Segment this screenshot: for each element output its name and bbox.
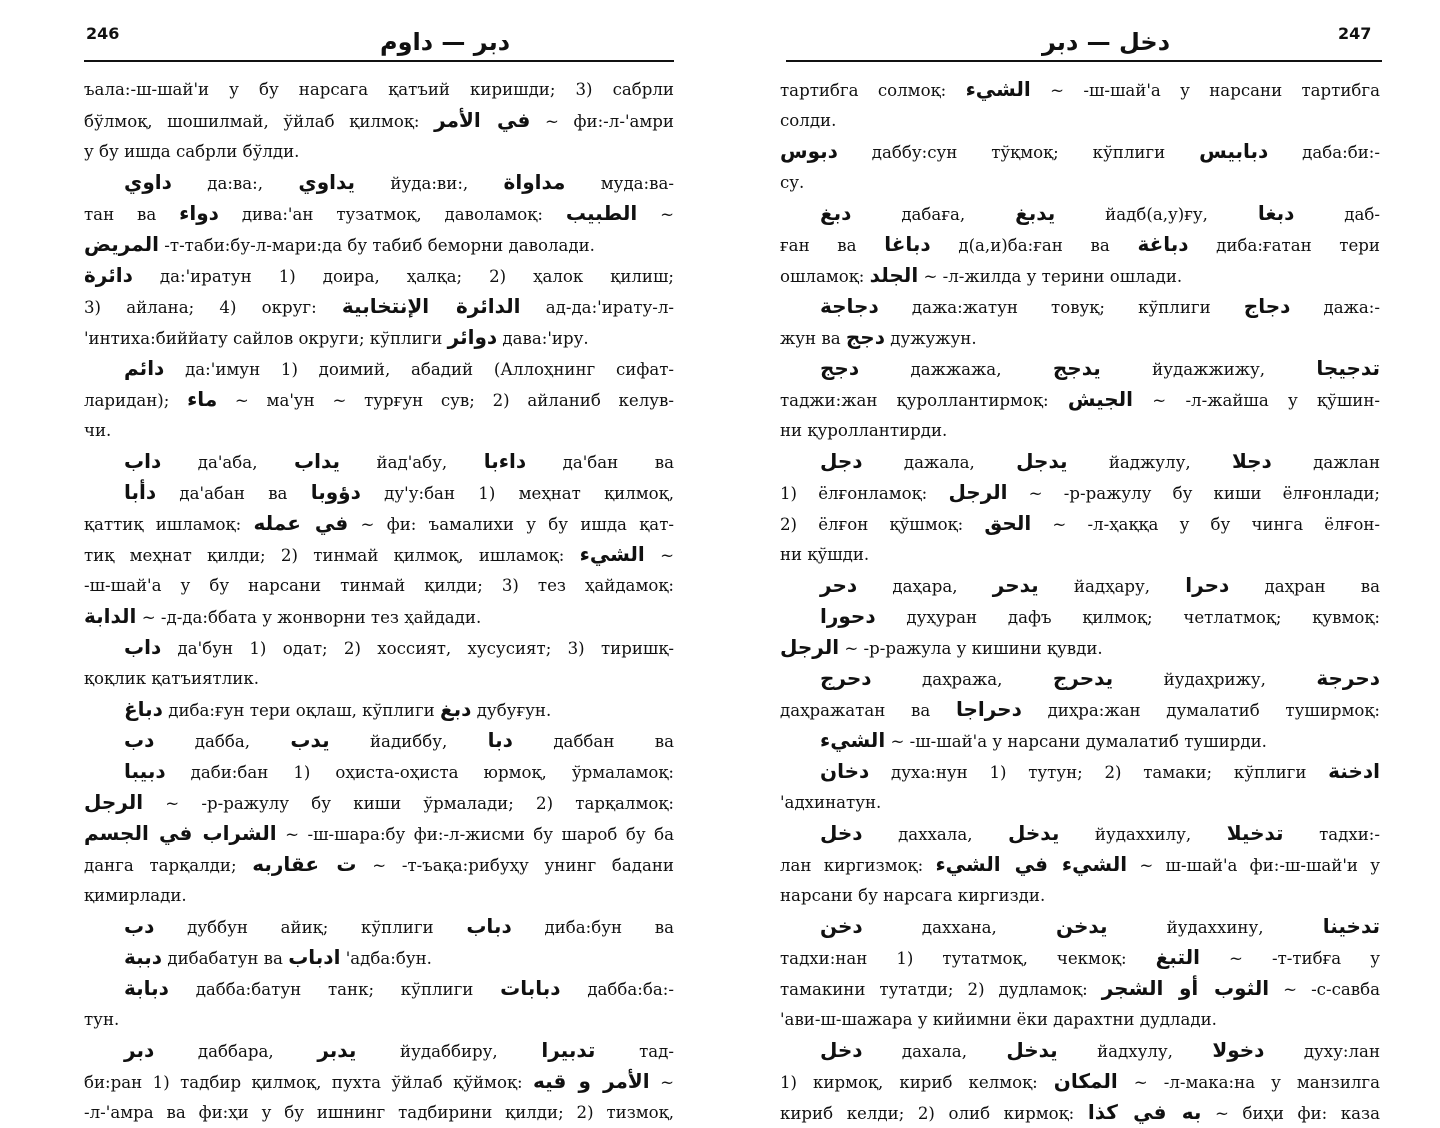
- arabic-word: دحورا: [820, 604, 876, 628]
- arabic-word: يدبر: [317, 1038, 357, 1062]
- left-page: [0, 0, 720, 1122]
- arabic-word: دائرة: [84, 263, 133, 287]
- running-head: دبر — داوم: [380, 28, 511, 56]
- arabic-word: في عمله: [253, 511, 349, 535]
- arabic-word: دجل: [820, 449, 863, 473]
- text-line: чи.: [84, 421, 112, 440]
- arabic-word: الطبيب: [565, 201, 638, 225]
- arabic-word: داب: [124, 449, 162, 473]
- text-line: 1) кирмоқ, кириб келмоқ: المكان ~ -л-мака:на у манзилга: [780, 1069, 1380, 1093]
- arabic-word: ادخنة: [1328, 759, 1380, 783]
- header-rule: [84, 60, 674, 62]
- text-line: دبغ дабаға, يدبغ йадб(а,у)ғу, دبغا даб-: [820, 201, 1380, 225]
- text-line: тун.: [84, 1010, 120, 1029]
- arabic-word: دخن: [820, 914, 863, 938]
- arabic-word: ماء: [187, 387, 218, 411]
- arabic-word: داوي: [124, 170, 172, 194]
- text-line: 2) ёлғон қўшмоқ: الحق ~ -л-ҳаққа у бу чинга ёлғон-: [780, 511, 1380, 535]
- arabic-word: دخولا: [1212, 1038, 1265, 1062]
- text-line: دبابة дабба:батун танк; кўплиги دبابات дабба:ба:-: [124, 976, 674, 1000]
- arabic-word: دبوس: [780, 139, 838, 163]
- page-number: 246: [86, 24, 120, 43]
- header-rule: [786, 60, 1382, 62]
- text-line: тамакини тутатди; 2) дудламоқ: الثوب أو الشجر ~ -с-савба: [780, 976, 1380, 1000]
- arabic-word: الحق: [984, 511, 1032, 535]
- arabic-word: دحرجة: [1316, 666, 1380, 690]
- text-line: тадхи:нан 1) тутатмоқ, чекмоқ: التبغ ~ -т-тибға у: [780, 945, 1380, 969]
- arabic-word: يدحرج: [1052, 666, 1114, 690]
- arabic-word: الجلد: [869, 263, 919, 287]
- right-page: [720, 0, 1440, 1124]
- text-line: ни қуроллантирди.: [780, 421, 948, 440]
- text-line: دباغ диба:ғун тери оқлаш, кўплиги دبغ дубуғун.: [124, 697, 552, 721]
- arabic-word: دباغ: [124, 697, 163, 721]
- text-line: دب дуббун айиқ; кўплиги دباب диба:бун ва: [124, 914, 674, 938]
- text-line: دبوس даббу:сун тўқмоқ; кўплиги دبابيس даба:би:-: [780, 139, 1380, 163]
- arabic-word: التبغ: [1155, 945, 1200, 969]
- text-line: داوي да:ва:, يداوي йуда:ви:, مداواة муда:ва-: [124, 170, 674, 194]
- arabic-word: دبابات: [500, 976, 561, 1000]
- arabic-word: الرجل: [780, 635, 840, 659]
- dictionary-column: [84, 74, 674, 1128]
- text-line: الدابة ~ -д-да:ббата у жонворни тез ҳайдади.: [84, 604, 482, 628]
- text-line: тан ва دواء дива:'ан тузатмоқ, даволамоқ: الطبيب ~: [84, 201, 674, 225]
- arabic-word: دبغ: [440, 697, 472, 721]
- text-line: 1) ёлғонламоқ: الرجل ~ -р-ражулу бу киши ёлғонлади;: [780, 480, 1380, 504]
- text-line: دحرج даҳража, يدحرج йудаҳрижу, دحرجة: [820, 666, 1380, 690]
- arabic-word: دجلا: [1231, 449, 1272, 473]
- arabic-word: دببة: [124, 945, 163, 969]
- arabic-word: الدابة: [84, 604, 137, 628]
- arabic-word: الشراب في الجسم: [84, 821, 277, 845]
- arabic-word: تدخيلا: [1226, 821, 1284, 845]
- arabic-word: دأبا: [124, 480, 157, 504]
- arabic-word: يدخل: [1006, 1038, 1058, 1062]
- text-line: الشيء ~ -ш-шай'а у нарсани думалатиб туширди.: [820, 728, 1267, 752]
- arabic-word: داب: [124, 635, 162, 659]
- text-line: солди.: [780, 111, 837, 130]
- arabic-word: دباب: [466, 914, 512, 938]
- arabic-word: مداواة: [503, 170, 566, 194]
- arabic-word: دجج: [820, 356, 860, 380]
- text-line: тиқ меҳнат қилди; 2) тинмай қилмоқ, ишламоқ: الشيء ~: [84, 542, 674, 566]
- page-number: 247: [1338, 24, 1372, 43]
- text-line: данга тарқалди; ت عقاربه ~ -т-ъақа:рибуҳу унинг бадани: [84, 852, 674, 876]
- arabic-word: دواء: [179, 201, 219, 225]
- arabic-word: يدبغ: [1015, 201, 1056, 225]
- arabic-word: دحرج: [820, 666, 872, 690]
- arabic-word: تدبيرا: [541, 1038, 596, 1062]
- text-line: المريض -т-таби:бу-л-мари:да бу табиб беморни даволади.: [84, 232, 595, 256]
- arabic-word: دخل: [820, 821, 863, 845]
- arabic-word: دحر: [820, 573, 858, 597]
- arabic-word: يداوي: [298, 170, 356, 194]
- arabic-word: دب: [124, 914, 155, 938]
- arabic-word: دخل: [820, 1038, 863, 1062]
- text-line: у бу ишда сабрли бўлди.: [84, 142, 300, 161]
- arabic-word: به في كذا: [1087, 1100, 1202, 1124]
- text-line: қоқлик қатъиятлик.: [84, 669, 259, 688]
- arabic-word: الشيء: [820, 728, 886, 752]
- arabic-word: الرجل: [84, 790, 144, 814]
- arabic-word: دجج: [845, 325, 885, 349]
- text-line: бўлмоқ, шошилмай, ўйлаб қилмоқ: في الأمر ~ фи:-л-'амри: [84, 108, 674, 132]
- text-line: -ш-шай'а у бу нарсани тинмай қилди; 3) тез ҳайдамоқ:: [84, 576, 674, 595]
- arabic-word: يداب: [294, 449, 341, 473]
- text-line: دأبا да'абан ва دؤوبا ду'у:бан 1) меҳнат қилмоқ,: [124, 480, 674, 504]
- text-line: دبر даббара, يدبر йудаббиру, تدبيرا тад-: [124, 1038, 674, 1062]
- arabic-word: تدجيجا: [1316, 356, 1380, 380]
- running-head: دخل — دبر: [1042, 28, 1171, 56]
- arabic-word: الثوب أو الشجر: [1101, 976, 1270, 1000]
- arabic-word: دبغا: [1257, 201, 1295, 225]
- arabic-word: دحراجا: [955, 697, 1022, 721]
- text-line: الشراب في الجسم ~ -ш-шара:бу фи:-л-жисми бу шароб бу ба: [84, 821, 674, 845]
- text-line: -л-'амра ва фи:ҳи у бу ишнинг тадбирини қилди; 2) тизмоқ,: [84, 1103, 674, 1122]
- text-line: даҳражатан ва دحراجا диҳра:жан думалатиб туширмоқ:: [780, 697, 1380, 721]
- arabic-word: دؤوبا: [310, 480, 361, 504]
- arabic-word: دبغ: [820, 201, 852, 225]
- text-line: دخان духа:нун 1) тутун; 2) тамаки; кўплиги ادخنة: [820, 759, 1380, 783]
- text-line: داب да'аба, يداب йад'абу, داءبا да'бан ва: [124, 449, 674, 473]
- arabic-word: دبابيس: [1199, 139, 1269, 163]
- arabic-word: دبر: [124, 1038, 155, 1062]
- text-line: 'ави-ш-шажара у кийимни ёки дарахтни дудлади.: [780, 1010, 1217, 1029]
- arabic-word: الشيء: [579, 542, 645, 566]
- text-line: دخل дахала, يدخل йадхулу, دخولا духу:лан: [820, 1038, 1380, 1062]
- arabic-word: دجاج: [1243, 294, 1291, 318]
- text-line: ошламоқ: الجلد ~ -л-жилда у терини ошлади.: [780, 263, 1183, 287]
- arabic-word: داءبا: [483, 449, 527, 473]
- text-line: жун ва دجج дужужун.: [780, 325, 977, 349]
- text-line: 'адхинатун.: [780, 793, 882, 812]
- text-line: دائرة да:'иратун 1) доира, ҳалқа; 2) ҳалок қилиш;: [84, 263, 674, 287]
- arabic-word: دخان: [820, 759, 870, 783]
- arabic-word: الرجل: [948, 480, 1008, 504]
- arabic-word: في الأمر: [434, 108, 531, 132]
- arabic-word: يدخن: [1056, 914, 1108, 938]
- arabic-word: يدجج: [1052, 356, 1101, 380]
- text-line: қимирлади.: [84, 886, 187, 905]
- arabic-word: الأمر و قيه: [533, 1069, 650, 1093]
- text-line: лан киргизмоқ: الشيء في الشيء ~ ш-шай'а фи:-ш-шай'и у: [780, 852, 1380, 876]
- arabic-word: يدحر: [992, 573, 1039, 597]
- dictionary-column: [780, 74, 1380, 1128]
- text-line: دجاجة дажа:жатун товуқ; кўплиги دجاج дажа:-: [820, 294, 1380, 318]
- arabic-word: المكان: [1053, 1069, 1118, 1093]
- arabic-word: يدجل: [1016, 449, 1068, 473]
- arabic-word: دحرا: [1185, 573, 1230, 597]
- text-line: دخن даххана, يدخن йудаххину, تدخينا: [820, 914, 1380, 938]
- text-line: دخل даххала, يدخل йудаххилу, تدخيلا тадхи:-: [820, 821, 1380, 845]
- arabic-word: دجاجة: [820, 294, 879, 318]
- text-line: دبيبا даби:бан 1) оҳиста-оҳиста юрмоқ, ўрмаламоқ:: [124, 759, 674, 783]
- text-line: دائم да:'имун 1) доимий, абадий (Аллоҳнинг сифат-: [124, 356, 674, 380]
- text-line: دببة дибабатун ва ادباب 'адба:бун.: [124, 945, 432, 969]
- text-line: داب да'бун 1) одат; 2) хоссият, хусусият; 3) тиришқ-: [124, 635, 674, 659]
- text-line: кириб келди; 2) олиб кирмоқ: به في كذا ~ биҳи фи: каза: [780, 1100, 1380, 1124]
- text-line: 3) айлана; 4) округ: الدائرة الإنتخابية ад-да:'ирату-л-: [84, 294, 674, 318]
- text-line: нарсани бу нарсага киргизди.: [780, 886, 1046, 905]
- arabic-word: يدخل: [1008, 821, 1060, 845]
- arabic-word: ادباب: [288, 945, 341, 969]
- arabic-word: دب: [124, 728, 155, 752]
- arabic-word: دباغة: [1137, 232, 1189, 256]
- text-line: دب дабба, يدب йадиббу, دبا даббан ва: [124, 728, 674, 752]
- text-line: دجل дажала, يدجل йаджулу, دجلا дажлан: [820, 449, 1380, 473]
- text-line: су.: [780, 173, 805, 192]
- text-line: دحر даҳара, يدحر йадҳару, دحرا даҳран ва: [820, 573, 1380, 597]
- arabic-word: الشيء: [965, 77, 1031, 101]
- text-line: ъала:-ш-шай'и у бу нарсага қатъий киришди; 3) сабрли: [84, 80, 674, 99]
- text-line: қаттиқ ишламоқ: في عمله ~ фи: ъамалихи у бу ишда қат-: [84, 511, 674, 535]
- arabic-word: دوائر: [447, 325, 498, 349]
- text-line: الرجل ~ -р-ражулу бу киши ўрмалади; 2) тарқалмоқ:: [84, 790, 674, 814]
- text-line: ған ва دباغا д(а,и)ба:ған ва دباغة диба:ғатан тери: [780, 232, 1380, 256]
- arabic-word: دائم: [124, 356, 165, 380]
- text-line: 'интиха:биййату сайлов округи; кўплиги دوائر дава:'иру.: [84, 325, 589, 349]
- text-line: би:ран 1) тадбир қилмоқ, пухта ўйлаб қўймоқ: الأمر و قيه ~: [84, 1069, 674, 1093]
- text-line: ни қўшди.: [780, 545, 870, 564]
- arabic-word: دبيبا: [124, 759, 166, 783]
- text-line: دحورا дуҳуран дафъ қилмоқ; четлатмоқ; қувмоқ:: [820, 604, 1380, 628]
- text-line: таджи:жан қуроллантирмоқ: الجيش ~ -л-жайша у қўшин-: [780, 387, 1380, 411]
- arabic-word: الشيء في الشيء: [935, 852, 1128, 876]
- arabic-word: ت عقاربه: [252, 852, 357, 876]
- text-line: тартибга солмоқ: الشيء ~ -ш-шай'а у нарсани тартибга: [780, 77, 1380, 101]
- text-line: ларидан); ماء ~ ма'ун ~ турғун сув; 2) айланиб келув-: [84, 387, 674, 411]
- text-line: دجج дажжажа, يدجج йудажжижу, تدجيجا: [820, 356, 1380, 380]
- arabic-word: المريض: [84, 232, 160, 256]
- arabic-word: يدب: [290, 728, 330, 752]
- text-line: الرجل ~ -р-ражула у кишини қувди.: [780, 635, 1103, 659]
- arabic-word: دبابة: [124, 976, 169, 1000]
- arabic-word: تدخينا: [1322, 914, 1380, 938]
- arabic-word: الدائرة الإنتخابية: [341, 294, 521, 318]
- arabic-word: دباغا: [884, 232, 931, 256]
- arabic-word: دبا: [487, 728, 513, 752]
- arabic-word: الجيش: [1067, 387, 1134, 411]
